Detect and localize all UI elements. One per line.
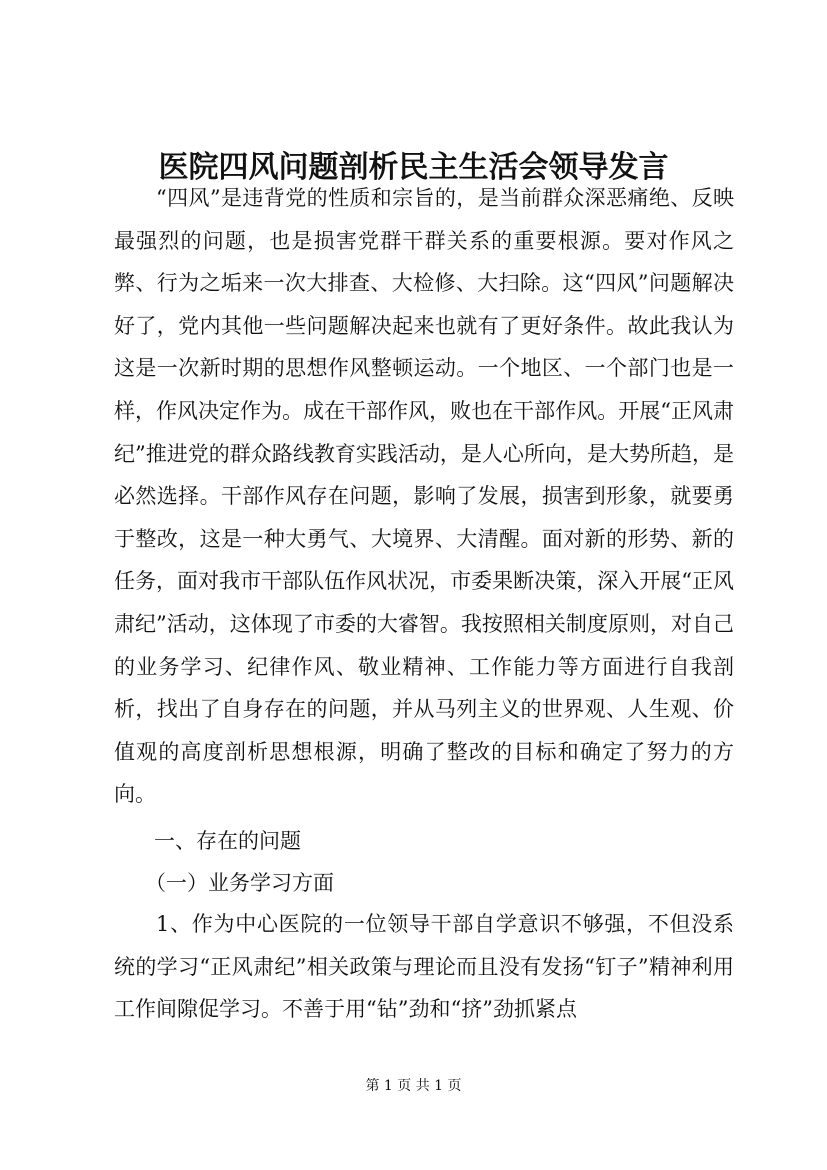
body-paragraph-1 (114, 177, 734, 816)
body-paragraph-2 (114, 903, 734, 1031)
document-title: 医院四风问题剖析民主生活会领导发言 (158, 150, 669, 185)
paragraph-text: 1、作为中心医院的一位领导干部自学意识不够强，不但没系统的学习“正风肃纪”相关政策与理论而且没有发扬“钉子”精神利用工作间隙促学习。不善于用“钻”劲和“挤”劲抓紧点 (114, 912, 734, 1022)
section-heading: 一、存在的问题 (154, 829, 301, 853)
paragraph-text: “四风”是违背党的性质和宗旨的，是当前群众深恶痛绝、反映最强烈的问题，也是损害党群干群关系的重要根源。要对作风之弊、行为之垢来一次大排查、大检修、大扫除。这“四风”问题解决好了，党内其他一些问题解决起来也就有了更好条件。故此我认为这是一次新时期的思想作风整顿运动。一个地区、一个部门也是一样，作风决定作为。成在干部作风，败也在干部作风。开展“正风肃纪”推进党的群众路线教育实践活动，是人心所向，是大势所趋，是必然选择。干部作风存在问题，影响了发展，损害到形象，就要勇于整改，这是一种大勇气、大境界、大清醒。面对新的形势、新的任务，面对我市干部队伍作风状况，市委果断决策，深入开展“正风肃纪”活动，这体现了市委的大睿智。我按照相关制度原则，对自己的业务学习、纪律作风、敬业精神、工作能力等方面进行自我剖析，找出了自身存在的问题，并从马列主义的世界观、人生观、价值观的高度剖析思想根源，明确了整改的目标和确定了努力的方向。 (114, 186, 734, 807)
page-footer: 第 1 页 共 1 页 (365, 1078, 462, 1094)
subsection-heading: （一）业务学习方面 (145, 871, 334, 895)
